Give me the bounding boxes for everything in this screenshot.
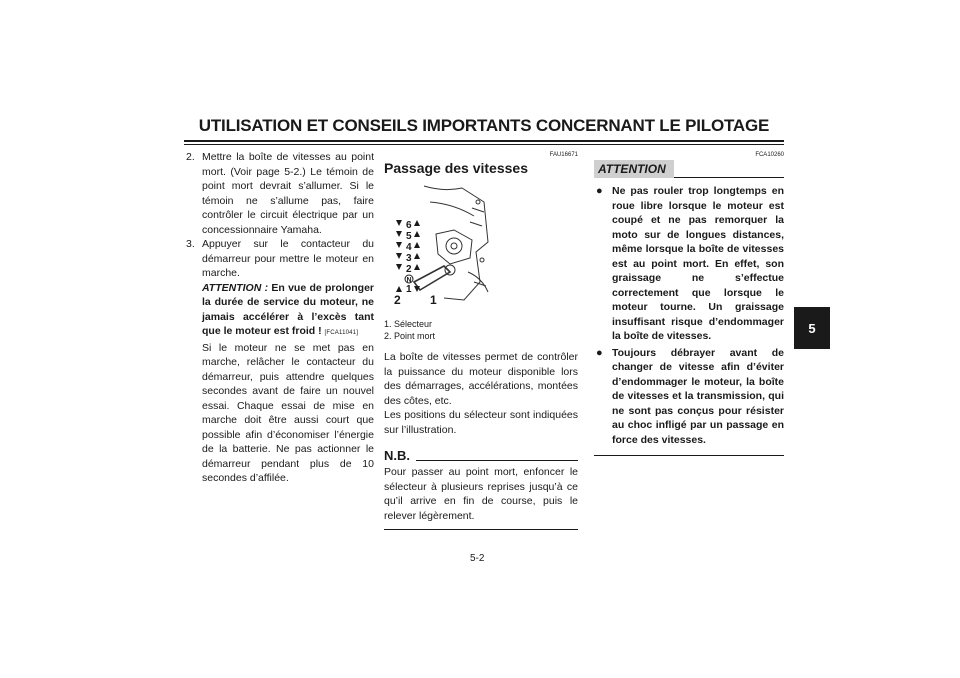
step-2 (186, 150, 374, 237)
section-code: FAU16671 (549, 152, 578, 158)
column-left (186, 150, 374, 486)
column-middle (384, 150, 578, 530)
section-title: Passage des vitesses (384, 160, 528, 176)
list-item (594, 184, 784, 344)
reference-code: [FCA11041] (324, 330, 359, 336)
bullet-icon: ● (596, 185, 603, 197)
arrow-up-icon (414, 242, 420, 248)
attention-rule (674, 177, 784, 178)
attention-item-text: Toujours débrayer avant de changer de vitesse afin d’éviter d’endommager le moteur, la boîte de vitesses et la transmission, qui ne sont pas conçus pour résister au choc infligé par un passage en force des vitesses. (612, 346, 784, 446)
attention-list (594, 184, 784, 447)
column-right (594, 150, 784, 456)
paragraph: La boîte de vitesses permet de contrôler la puissance du moteur disponible lors des démarrages, accélérations, montées des côtes, etc. (384, 351, 578, 407)
paragraph-2: Les positions du sélecteur sont indiquées sur l’illustration. (384, 409, 578, 436)
gear-shift-drawing (384, 182, 494, 312)
page-number: 5-2 (470, 553, 485, 564)
gear-label-2: 2 (406, 264, 412, 275)
arrow-down-icon (396, 264, 402, 270)
header-rule (184, 140, 784, 142)
arrow-up-icon (414, 220, 420, 226)
gear-label-3: 3 (406, 253, 412, 264)
callout-1: 1 (430, 293, 437, 307)
step-text: Appuyer sur le contacteur du démarreur pour mettre le moteur en marche. (202, 238, 374, 279)
step-text-continued: Si le moteur ne se met pas en marche, relâcher le contacteur du démarreur, puis attendre quelques secondes avant de faire un nouvel essai. Chaque essai de mise en marche doit être aussi court que possible afin d’économiser l’énergie de la batterie. Ne pas actionner le démarreur pendant plus de 10 secondes d’affilée. (202, 341, 374, 484)
step-number: 3. (186, 238, 195, 250)
page-header: UTILISATION ET CONSEILS IMPORTANTS CONCERNANT LE PILOTAGE (198, 116, 770, 135)
gear-label-6: 6 (406, 220, 412, 231)
arrow-down-icon (396, 220, 402, 226)
gear-shift-illustration (384, 182, 494, 312)
chapter-tab[interactable]: 5 (794, 307, 830, 349)
note-rule (416, 460, 578, 461)
step-number: 2. (186, 151, 195, 163)
caption-2: 2. Point mort (384, 331, 436, 341)
note-header (384, 449, 578, 463)
note-title: N.B. (384, 448, 410, 463)
attention-inline-label: ATTENTION : (202, 281, 269, 294)
gear-label-4: 4 (406, 242, 412, 253)
arrow-up-icon (414, 231, 420, 237)
gear-label-n: N (406, 277, 412, 284)
step-text: Mettre la boîte de vitesses au point mort. (Voir page 5-2.) Le témoin de point mort devrait s’allumer. Si le témoin ne s’allume pas, faire contrôler le circuit électrique par un concessionnaire Yamaha. (202, 151, 374, 236)
bullet-icon: ● (596, 346, 603, 359)
gear-label-5: 5 (406, 231, 412, 242)
gear-label-1: 1 (406, 284, 412, 295)
arrow-up-icon (396, 286, 402, 292)
arrow-up-icon (414, 264, 420, 270)
attention-label: ATTENTION (594, 160, 674, 178)
arrow-down-icon (396, 242, 402, 248)
arrow-down-icon (396, 253, 402, 259)
note-body: Pour passer au point mort, enfoncer le sélecteur à plusieurs reprises jusqu’à ce qu’il arrive en fin de course, puis le relever légèrement. (384, 465, 578, 530)
attention-end-rule (594, 449, 784, 456)
caption-1: 1. Sélecteur (384, 319, 433, 329)
step-3 (186, 237, 374, 486)
attention-inline-text: En vue de prolonger la durée de service du moteur, ne jamais accélérer à l’excès tant que le moteur est froid ! (202, 281, 375, 337)
arrow-up-icon (414, 253, 420, 259)
list-item (594, 346, 784, 448)
section-code: FCA10260 (755, 152, 784, 158)
callout-2: 2 (394, 293, 401, 307)
attention-header (594, 160, 784, 178)
attention-item-text: Ne pas rouler trop longtemps en roue libre lorsque le moteur est coupé et ne pas remorquer la moto sur de longues distances, même lorsque la boîte de vitesses est au point mort. En effet, son graissage ne s’effectue correctement que lorsque le moteur tourne. Un graissage insuffisant risque d’endommager la boîte de vitesses. (612, 185, 784, 342)
arrow-down-icon (396, 231, 402, 237)
header-rule-thin (184, 144, 784, 145)
